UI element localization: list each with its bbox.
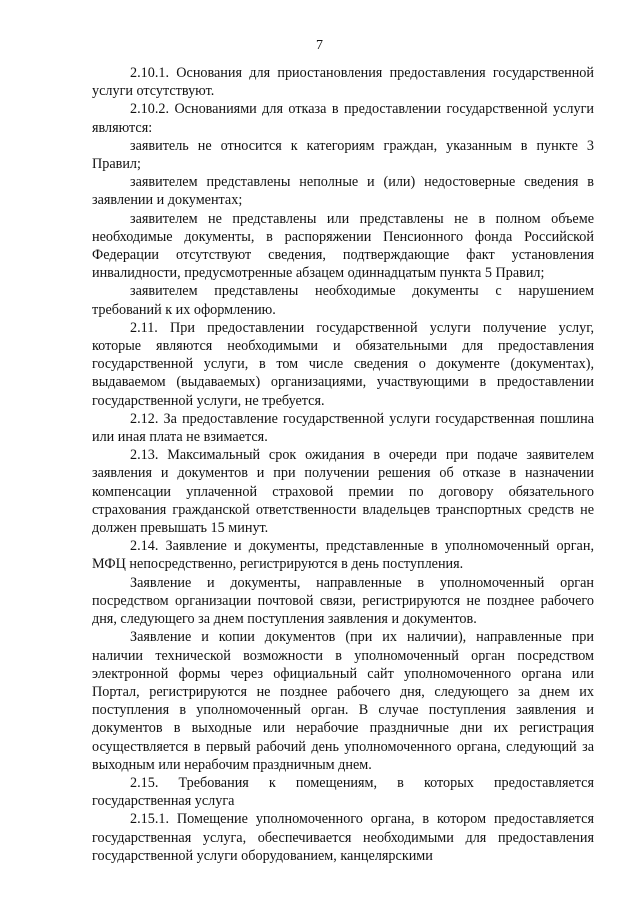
paragraph-postal-registration: Заявление и документы, направленные в уполномоченный орган посредством организации почтовой связи, регистрируются не позднее рабочего дня, следующего за днем поступления заявления и документов. xyxy=(92,574,594,628)
refusal-ground-formatting: заявителем представлены необходимые документы с нарушением требований к их оформлению. xyxy=(92,283,594,318)
refusal-ground-incomplete-info: заявителем представлены неполные и (или) недостоверные сведения в заявлении и документах; xyxy=(92,174,594,209)
paragraph-2-15: 2.15. Требования к помещениям, в которых предоставляется государственная услуга xyxy=(92,774,594,810)
paragraph-2-13: 2.13. Максимальный срок ожидания в очереди при подаче заявителем заявления и документов и при получении решения об отказе в назначении компенсации уплаченной страховой премии по договору обязательного страхования гражданской ответственности владельцев транспортных средств не должен превышать 15 минут. xyxy=(92,447,594,537)
paragraph-2-11: 2.11. При предоставлении государственной услуги получение услуг, которые являются необходимыми и обязательными для предоставления государственной услуги, в том числе сведения о документе (документах), выдаваемом (выдаваемых) организациями, участвующими в предоставлении государственной услуги, не требуется. xyxy=(92,319,594,409)
page-number: 7 xyxy=(316,38,323,53)
paragraph-2-12: 2.12. За предоставление государственной услуги государственная пошлина или иная плата не взимается. xyxy=(92,410,594,446)
refusal-ground-category: заявитель не относится к категориям граждан, указанным в пункте 3 Правил; xyxy=(92,137,594,173)
paragraph-2-10-1: 2.10.1. Основания для приостановления предоставления государственной услуги отсутствуют. xyxy=(92,65,594,100)
paragraph-electronic-registration: Заявление и копии документов (при их наличии), направленные при наличии технической возможности в уполномоченный орган посредством электронной формы через официальный сайт уполномоченного органа или Портал, регистрируются не позднее рабочего дня, следующего за днем их поступления в уполномоченный орган. В случае поступления заявления и документов в выходные или нерабочие праздничные дни их регистрация осуществляется в первый рабочий день уполномоченного органа, следующий за выходным или нерабочим праздничным днем. xyxy=(92,629,594,773)
paragraph-2-10-2: 2.10.2. Основаниями для отказа в предоставлении государственной услуги являются: xyxy=(92,101,594,136)
document-body xyxy=(92,64,594,865)
refusal-ground-missing-documents: заявителем не представлены или представлены не в полном объеме необходимые документы, в распоряжении Пенсионного фонда Российской Федерации отсутствуют сведения, подтверждающие факт установления инвалидности, предусмотренные абзацем одиннадцатым пункта 5 Правил; xyxy=(92,210,594,282)
paragraph-2-14: 2.14. Заявление и документы, представленные в уполномоченный орган, МФЦ непосредственно, регистрируются в день поступления. xyxy=(92,538,594,573)
paragraph-2-15-1: 2.15.1. Помещение уполномоченного органа, в котором предоставляется государственная услуга, обеспечивается необходимыми для предоставления государственной услуги оборудованием, канцелярскими xyxy=(92,811,594,864)
